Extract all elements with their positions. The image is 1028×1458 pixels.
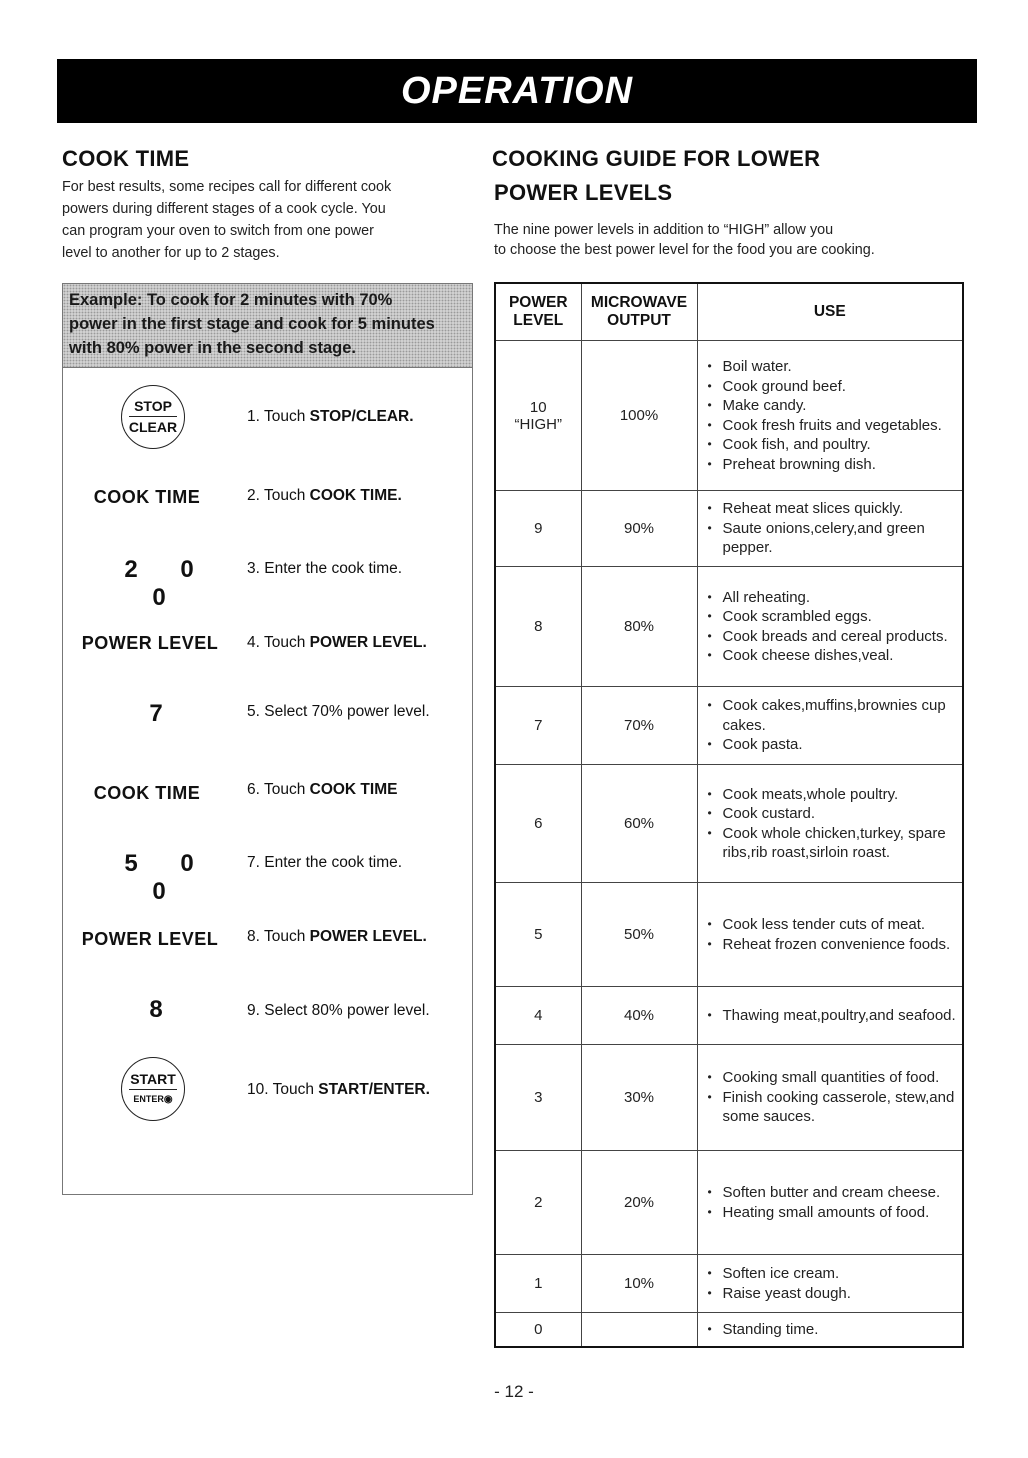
header-line: LEVEL — [513, 312, 564, 329]
use-cell — [697, 341, 963, 491]
use-item: • Cook fish, and poultry. — [708, 435, 959, 455]
intro-line: powers during different stages of a cook cycle. You — [62, 201, 386, 217]
step-instruction — [247, 634, 427, 652]
example-line: with 80% power in the second stage. — [69, 339, 356, 357]
use-item: • Soften ice cream. — [708, 1264, 959, 1284]
cook-time-steps-box — [62, 283, 473, 1195]
power-level-cell — [495, 883, 581, 987]
step-bold-text: STOP/CLEAR. — [309, 408, 414, 425]
col-header-power-level — [495, 283, 581, 341]
use-item: • Finish cooking casserole, stew,and some sauces. — [708, 1088, 959, 1127]
power-level-cell — [495, 567, 581, 687]
use-list — [708, 357, 959, 474]
use-item: • Cooking small quantities of food. — [708, 1068, 959, 1088]
power-level-value: 10 — [529, 398, 547, 416]
use-item: • Cook cakes,muffins,brownies cup cakes. — [708, 696, 959, 735]
step-text: 10. Touch — [247, 1081, 319, 1098]
use-list — [708, 588, 959, 666]
number-key-8[interactable]: 8 — [149, 996, 163, 1023]
power-level-value: 6 — [534, 815, 543, 832]
use-item: • Thawing meat,poultry,and seafood. — [708, 1006, 959, 1026]
power-level-table — [494, 282, 964, 1348]
use-cell — [697, 1313, 963, 1347]
use-item: • Soften butter and cream cheese. — [708, 1183, 959, 1203]
power-level-cell — [495, 341, 581, 491]
power-level-cell — [495, 1045, 581, 1151]
use-cell — [697, 883, 963, 987]
use-item: • Saute onions,celery,and green pepper. — [708, 519, 959, 558]
intro-line: to choose the best power level for the food you are cooking. — [494, 242, 875, 258]
microwave-output-cell: 50% — [581, 883, 697, 987]
header-line: MICROWAVE — [590, 294, 688, 311]
example-line: power in the first stage and cook for 5 minutes — [69, 315, 435, 333]
use-item: • All reheating. — [708, 588, 959, 608]
start-enter-button[interactable] — [121, 1057, 185, 1121]
use-item: • Cook breads and cereal products. — [708, 627, 959, 647]
power-level-key[interactable]: POWER LEVEL — [81, 633, 219, 653]
use-item: • Reheat frozen convenience foods. — [708, 935, 959, 955]
step-instruction — [247, 854, 402, 872]
cook-time-intro — [62, 176, 482, 264]
enter-key-label — [133, 1090, 172, 1107]
table-header-row — [495, 283, 963, 341]
number-key-7[interactable]: 7 — [149, 700, 163, 727]
use-item: • Standing time. — [708, 1320, 959, 1340]
table-row — [495, 567, 963, 687]
power-level-value: 3 — [534, 1089, 543, 1106]
power-level-value: 0 — [534, 1320, 543, 1338]
step-instruction — [247, 703, 430, 721]
step-bold-text: START/ENTER. — [318, 1081, 430, 1098]
step-bold-text: COOK TIME. — [309, 487, 402, 504]
lock-icon: ◉ — [163, 1094, 173, 1105]
guide-intro — [494, 220, 974, 260]
microwave-output-cell: 80% — [581, 567, 697, 687]
number-keys-5-0-0[interactable]: 5 0 0 — [124, 850, 212, 905]
power-level-cell — [495, 1151, 581, 1255]
header-line: OUTPUT — [607, 312, 671, 329]
stop-key-label: STOP — [129, 398, 177, 417]
use-item: • Cook cheese dishes,veal. — [708, 646, 959, 666]
microwave-output-cell: 10% — [581, 1255, 697, 1313]
power-level-cell — [495, 687, 581, 765]
step-text: 7. Enter the cook time. — [247, 854, 403, 871]
microwave-output-cell: 30% — [581, 1045, 697, 1151]
col-header-microwave-output — [581, 283, 697, 341]
use-item: • Cook less tender cuts of meat. — [708, 915, 959, 935]
use-item: • Cook fresh fruits and vegetables. — [708, 416, 959, 436]
microwave-output-cell: 60% — [581, 765, 697, 883]
use-item: • Cook pasta. — [708, 735, 959, 755]
step-instruction — [247, 1081, 430, 1099]
use-list — [708, 1183, 959, 1222]
step-text: 9. Select 80% power level. — [247, 1002, 430, 1019]
enter-key-text: ENTER — [133, 1094, 164, 1104]
power-level-value: 9 — [534, 520, 543, 537]
clear-key-label: CLEAR — [128, 419, 178, 435]
step-instruction — [247, 928, 427, 946]
use-list — [708, 785, 959, 863]
power-level-cell — [495, 1255, 581, 1313]
step-bold-text: POWER LEVEL. — [309, 928, 427, 945]
table-body — [495, 341, 963, 1347]
operation-banner — [57, 59, 977, 123]
use-list — [708, 1264, 959, 1303]
use-cell — [697, 1255, 963, 1313]
use-cell — [697, 687, 963, 765]
step-instruction — [247, 781, 397, 799]
guide-heading-line2: POWER LEVELS — [494, 180, 673, 205]
power-level-value: 5 — [534, 926, 543, 943]
intro-line: can program your oven to switch from one power — [62, 223, 374, 239]
step-text: 8. Touch — [247, 928, 310, 945]
use-cell — [697, 765, 963, 883]
power-level-cell — [495, 765, 581, 883]
use-item: • Heating small amounts of food. — [708, 1203, 959, 1223]
step-text: 2. Touch — [247, 487, 310, 504]
table-row — [495, 491, 963, 567]
table-row — [495, 987, 963, 1045]
use-list — [708, 915, 959, 954]
use-list — [708, 696, 959, 755]
table-row — [495, 1255, 963, 1313]
table-row — [495, 1313, 963, 1347]
cook-time-key[interactable]: COOK TIME — [93, 487, 201, 507]
table-row — [495, 765, 963, 883]
power-level-label: “HIGH” — [514, 415, 562, 433]
use-item: • Raise yeast dough. — [708, 1284, 959, 1304]
microwave-output-cell: 70% — [581, 687, 697, 765]
step-text: 4. Touch — [247, 634, 310, 651]
col-header-use: USE — [697, 283, 963, 341]
step-text: 6. Touch — [247, 781, 310, 798]
use-item: • Cook custard. — [708, 804, 959, 824]
use-cell — [697, 1151, 963, 1255]
power-level-value: 2 — [534, 1194, 543, 1211]
cook-time-heading: COOK TIME — [62, 146, 190, 171]
step-instruction — [247, 560, 402, 578]
intro-line: The nine power levels in addition to “HIGH” allow you — [494, 222, 834, 238]
use-item: • Cook whole chicken,turkey, spare ribs,rib roast,sirloin roast. — [708, 824, 959, 863]
page-number: - 12 - — [494, 1382, 534, 1401]
use-cell — [697, 567, 963, 687]
start-key-label: START — [129, 1071, 177, 1090]
microwave-output-cell: 40% — [581, 987, 697, 1045]
step-instruction — [247, 408, 414, 426]
use-list — [708, 1006, 959, 1026]
intro-line: level to another for up to 2 stages. — [62, 245, 280, 261]
power-level-value: 8 — [534, 618, 543, 635]
stop-clear-button[interactable] — [121, 385, 185, 449]
power-level-cell — [495, 987, 581, 1045]
banner-title: OPERATION — [400, 69, 634, 112]
power-level-cell — [495, 1313, 581, 1347]
power-level-value: 1 — [534, 1275, 543, 1292]
guide-heading-line1: COOKING GUIDE FOR LOWER — [492, 146, 821, 171]
cook-time-key[interactable]: COOK TIME — [93, 783, 201, 803]
number-keys-2-0-0[interactable]: 2 0 0 — [124, 556, 212, 611]
intro-line: For best results, some recipes call for different cook — [62, 179, 392, 195]
table-row — [495, 883, 963, 987]
step-instruction — [247, 487, 402, 505]
step-bold-text: POWER LEVEL. — [309, 634, 427, 651]
table-row — [495, 341, 963, 491]
power-level-key[interactable]: POWER LEVEL — [81, 929, 219, 949]
use-cell — [697, 491, 963, 567]
use-list — [708, 499, 959, 558]
use-cell — [697, 987, 963, 1045]
use-item: • Cook scrambled eggs. — [708, 607, 959, 627]
table-row — [495, 1151, 963, 1255]
use-item: • Cook ground beef. — [708, 377, 959, 397]
use-item: • Boil water. — [708, 357, 959, 377]
table-row — [495, 687, 963, 765]
use-cell — [697, 1045, 963, 1151]
example-box — [63, 284, 472, 368]
step-instruction — [247, 1002, 430, 1020]
use-list — [708, 1320, 959, 1340]
step-text: 1. Touch — [247, 408, 310, 425]
power-level-cell — [495, 491, 581, 567]
microwave-output-cell — [581, 1313, 697, 1347]
use-item: • Reheat meat slices quickly. — [708, 499, 959, 519]
use-item: • Cook meats,whole poultry. — [708, 785, 959, 805]
microwave-output-cell: 100% — [581, 341, 697, 491]
header-line: POWER — [508, 294, 568, 311]
example-line: Example: To cook for 2 minutes with 70% — [69, 291, 393, 309]
microwave-output-cell: 20% — [581, 1151, 697, 1255]
power-level-value: 7 — [534, 717, 543, 734]
microwave-output-cell: 90% — [581, 491, 697, 567]
step-text: 5. Select 70% power level. — [247, 703, 430, 720]
use-list — [708, 1068, 959, 1127]
table-row — [495, 1045, 963, 1151]
use-item: • Make candy. — [708, 396, 959, 416]
step-text: 3. Enter the cook time. — [247, 560, 403, 577]
power-level-value: 4 — [534, 1007, 543, 1024]
use-item: • Preheat browning dish. — [708, 455, 959, 475]
step-bold-text: COOK TIME — [309, 781, 398, 798]
